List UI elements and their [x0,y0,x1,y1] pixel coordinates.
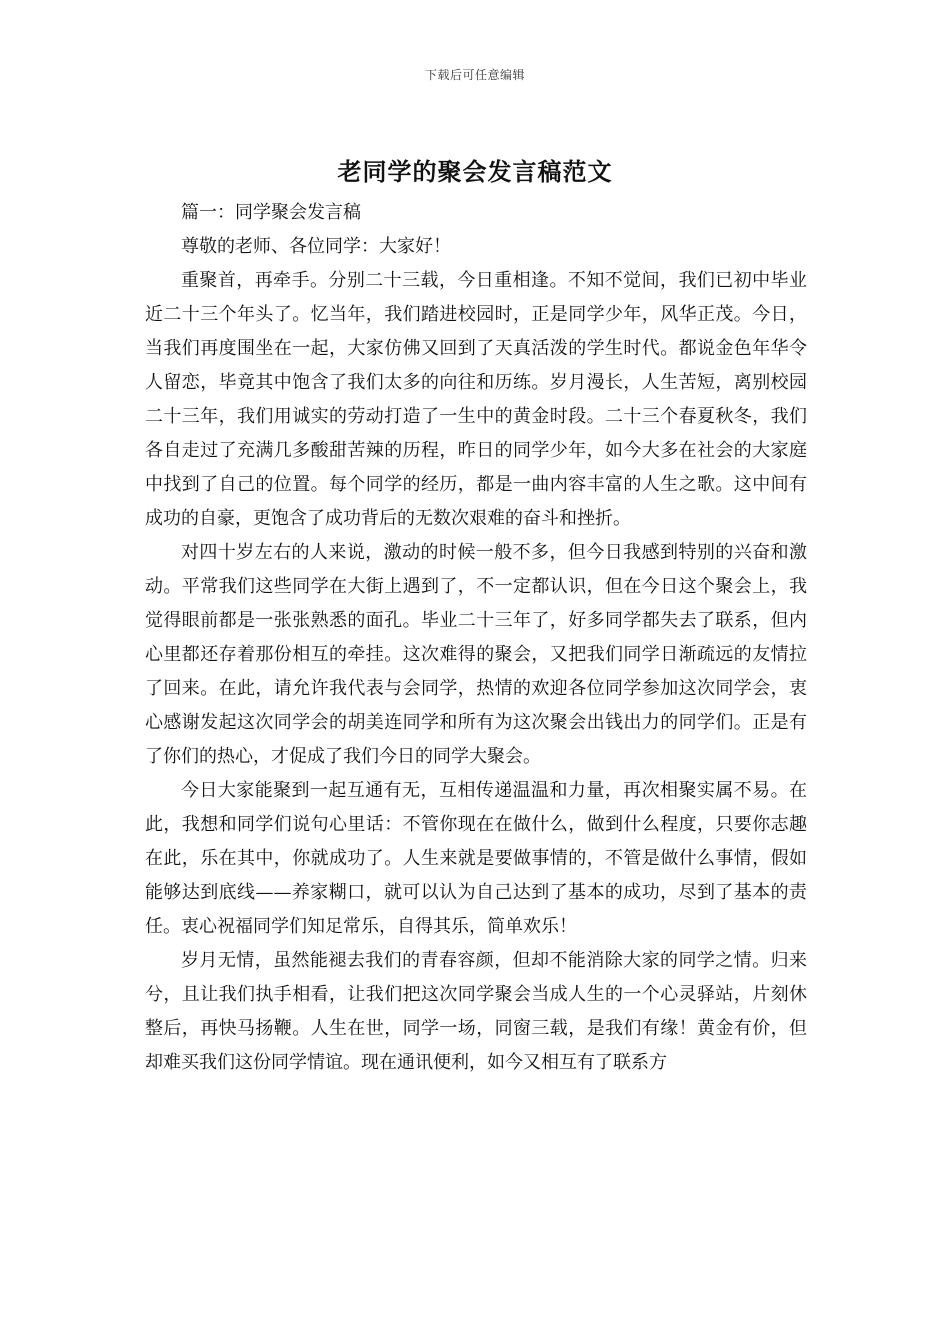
document-body [145,196,807,1080]
section-heading: 篇一：同学聚会发言稿 [181,202,361,223]
body-paragraph: 重聚首，再牵手。分别二十三载，今日重相逢。不知不觉间，我们已初中毕业近二十三个年头了。忆当年，我们踏进校园时，正是同学少年，风华正茂。今日，当我们再度围坐在一起，大家仿佛又回到了天真活泼的学生时代。都说金色年华令人留恋，毕竟其中饱含了我们太多的向往和历练。岁月漫长，人生苦短，离别校园二十三年，我们用诚实的劳动打造了一生中的黄金时段。二十三个春夏秋冬，我们各自走过了充满几多酸甜苦辣的历程，昨日的同学少年，如今大多在社会的大家庭中找到了自己的位置。每个同学的经历，都是一曲内容丰富的人生之歌。这中间有成功的自豪，更饱含了成功背后的无数次艰难的奋斗和挫折。 [145,270,807,529]
body-paragraph: 岁月无情，虽然能褪去我们的青春容颜，但却不能消除大家的同学之情。归来兮，且让我们执手相看，让我们把这次同学聚会当成人生的一个心灵驿站，片刻休整后，再快马扬鞭。人生在世，同学一场，同窗三载，是我们有缘！黄金有价，但却难买我们这份同学情谊。现在通讯便利，如今又相互有了联系方 [145,950,807,1073]
document-title: 老同学的聚会发言稿范文 [337,157,613,186]
body-paragraph: 今日大家能聚到一起互通有无，互相传递温温和力量，再次相聚实属不易。在此，我想和同学们说句心里话：不管你现在在做什么，做到什么程度，只要你志趣在此，乐在其中，你就成功了。人生来就是要做事情的，不管是做什么事情，假如能够达到底线——养家糊口，就可以认为自己达到了基本的成功，尽到了基本的责任。衷心祝福同学们知足常乐，自得其乐，简单欢乐！ [145,780,807,937]
header-note: 下载后可任意编辑 [424,68,525,82]
salutation: 尊敬的老师、各位同学：大家好！ [181,236,451,257]
body-paragraph: 对四十岁左右的人来说，激动的时候一般不多，但今日我感到特别的兴奋和激动。平常我们这些同学在大街上遇到了，不一定都认识，但在今日这个聚会上，我觉得眼前都是一张张熟悉的面孔。毕业二十三年了，好多同学都失去了联系，但内心里都还存着那份相互的牵挂。这次难得的聚会，又把我们同学日渐疏远的友情拉了回来。在此，请允许我代表与会同学，热情的欢迎各位同学参加这次同学会，衷心感谢发起这次同学会的胡美连同学和所有为这次聚会出钱出力的同学们。正是有了你们的热心，才促成了我们今日的同学大聚会。 [145,542,807,767]
